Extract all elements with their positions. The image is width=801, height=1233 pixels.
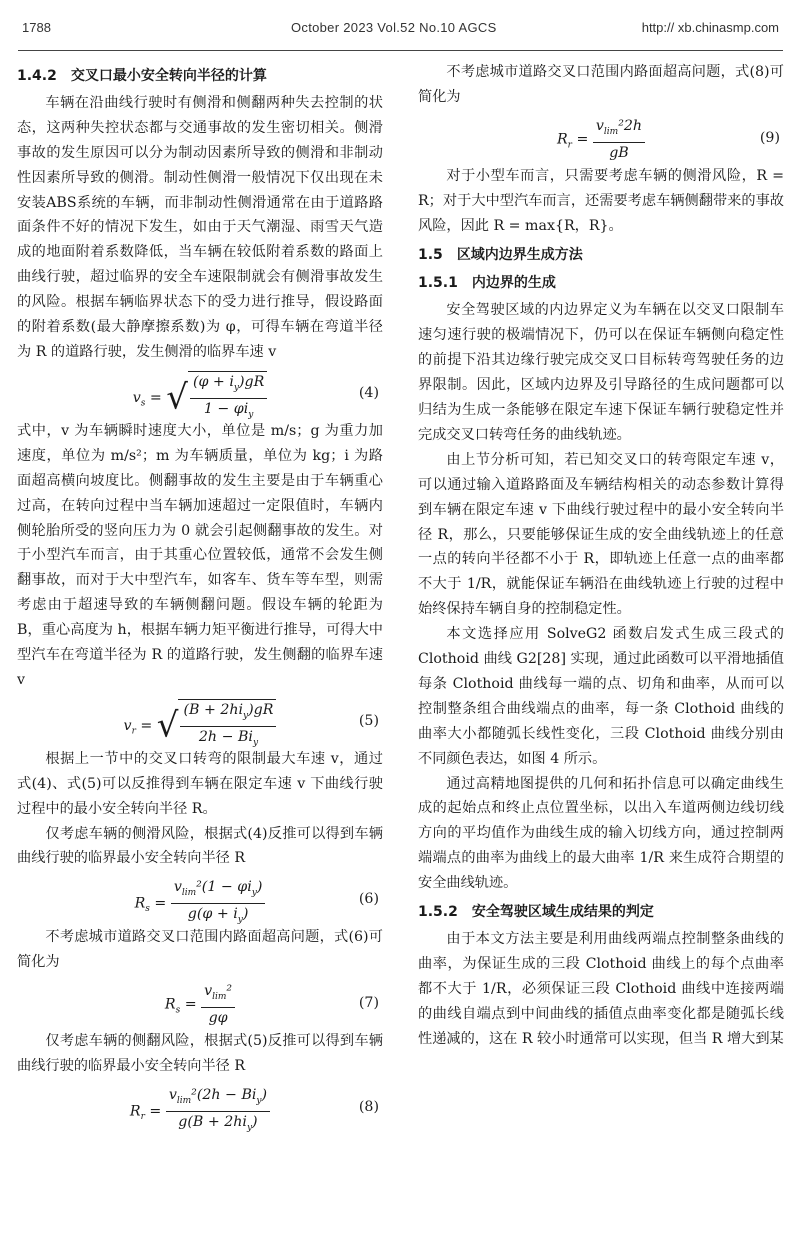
paragraph: 仅考虑车辆的侧翻风险，根据式(5)反推可以得到车辆曲线行驶的临界最小安全转向半径 R <box>17 1033 383 1075</box>
paragraph: 式中，v 为车辆瞬时速度大小，单位是 m/s；g 为重力加速度，单位为 m/s²；m 为车辆质量，单位为 kg；i 为路面超高横向坡度比。侧翻事故的发生主要是由于车辆重心过高，在转向过程中当车辆加速超过一定限值时，车辆内侧轮胎所受的竖向压力为 0 就会引起侧翻事故的发生。对于小型汽车而言，由于其重心位置较低，通常不会发生侧翻事故，而对于大中型汽车，如客车、货车等车型，则需考虑由于超速导致的车辆侧翻问题。假设车辆的轮距为 B，重心高度为 h，根据车辆力矩平衡进行推导，可得大中型汽车在弯道半径为 R 的道路行驶，发生侧翻的临界车速 v <box>17 422 383 688</box>
header-rule <box>18 50 783 51</box>
paragraph: 本文选择应用 SolveG2 函数启发式生成三段式的 Clothoid 曲线 G2[28] 实现，通过此函数可以平滑地插值每条 Clothoid 曲线每一端的点、切角和曲率，从而可以控制整条组合曲线端点的曲率，每一条 Clothoid 曲线的曲率大小都随弧长线性变化，三段 Clothoid 曲线分别由不同颜色表达，如图 4 所示。 <box>418 626 784 767</box>
equation-5: $v_r$ = √ $\frac{(B + 2hi_y)gR}{2h - Bi_y}$ (5) <box>17 695 383 745</box>
paragraph: 由于本文方法主要是利用曲线两端点控制整条曲线的曲率，为保证生成的三段 Clothoid 曲线上的每个点曲率都不大于 1/R，必须保证三段 Clothoid 曲线中连接两端的曲线自端点到中间曲线的插值点曲率变化都是随弧长线性递减的，这在 R 较小时通常可以实现，但当 R 增大到某 <box>418 931 784 1047</box>
equation-8: $R_r$ = $\frac{v_{lim}^2(2h - Bi_y)}{g(B + 2hi_y)}$ (8) <box>129 1087 379 1133</box>
equation-4: $v_s$ = √ $\frac{(\varphi + i_y)gR}{1 - \varphi i_y}$ (4) <box>17 367 383 417</box>
paragraph: 不考虑城市道路交叉口范围内路面超高问题，式(6)可简化为 <box>17 929 383 971</box>
equation-7: $R_s$ = $\frac{v_{lim}^2}{g\varphi}$ (7) <box>164 983 379 1027</box>
paragraph: 安全驾驶区域的内边界定义为车辆在以交叉口限制车速匀速行驶的极端情况下，仍可以在保证车辆侧向稳定性的前提下沿其边缘行驶完成交叉口目标转弯驾驶任务的边界限制。因此，区域内边界及引导路径的生成问题都可以归结为生成一条能够在限定车速下保证车辆行驶稳定性并完成交叉口转弯任务的曲线轨迹。 <box>418 302 784 443</box>
paragraph: 车辆在沿曲线行驶时有侧滑和侧翻两种失去控制的状态，这两种失控状态都与交通事故的发生密切相关。侧滑事故的发生原因可以分为制动因素所导致的侧滑和非制动性因素所导致的侧滑。制动性侧滑一般情况下仅出现在未安装ABS系统的车辆，而非制动性侧滑通常在由于道路路面条件不好的情况下发生，如由于天气潮湿、雨雪天气造成的地面附着系数降低，当车辆在较低附着系数的路面上曲线行驶，超过临界的安全车速限制就会有侧滑事故发生的风险。根据车辆临界状态下的受力进行推导，假设路面的附着系数(最大静摩擦系数)为 φ，可得车辆在弯道半径为 R 的道路行驶，发生侧滑的临界车速 v <box>17 94 383 360</box>
journal-info: October 2023 Vol.52 No.10 AGCS <box>291 20 497 35</box>
page-header <box>0 6 801 34</box>
equation-9: $R_r$ = $\frac{v_{lim}^22h}{gB}$ (9) <box>556 117 780 161</box>
section-heading-1-5-1: 1.5.1 内边界的生成 <box>418 275 556 292</box>
journal-url[interactable]: http:// xb.chinasmp.com <box>641 20 779 35</box>
paragraph: 根据上一节中的交叉口转弯的限制最大车速 v，通过式(4)、式(5)可以反推得到车辆在限定车速 v 下曲线行驶过程中的最小安全转向半径 R。 <box>17 750 383 817</box>
left-column <box>17 60 383 1133</box>
paragraph: 对于小型车而言，只需要考虑车辆的侧滑风险，R = R；对于大中型汽车而言，还需要考虑车辆侧翻带来的事故风险，因此 R = max{R，R}。 <box>418 167 784 234</box>
equation-6: $R_s$ = $\frac{v_{lim}^2(1 - \varphi i_y)}{g(\varphi + i_y)}$ (6) <box>134 879 379 926</box>
section-heading-1-5-2: 1.5.2 安全驾驶区域生成结果的判定 <box>418 904 654 921</box>
right-column <box>418 60 784 1052</box>
section-heading-1-5: 1.5 区域内边界生成方法 <box>418 246 583 263</box>
paragraph: 仅考虑车辆的侧滑风险，根据式(4)反推可以得到车辆曲线行驶的临界最小安全转向半径 R <box>17 825 383 867</box>
section-heading-1-4-2: 1.4.2 交叉口最小安全转向半径的计算 <box>17 68 267 84</box>
paragraph: 由上节分析可知，若已知交叉口的转弯限定车速 v，可以通过输入道路路面及车辆结构相关的动态参数计算得到车辆在限定车速 v 下曲线行驶过程中的最小安全转向半径 R，那么，只要能够保证生成的安全曲线轨迹上的任意一点的转向半径都不小于 R，即轨迹上任意一点的曲率都不大于 1/R，就能保证车辆沿在曲线轨迹上行驶的过程中始终保持车辆自身的控制稳定性。 <box>418 451 784 618</box>
paragraph: 通过高精地图提供的几何和拓扑信息可以确定曲线生成的起始点和终止点位置坐标，以出入车道两侧边线切线方向的平均值作为曲线生成的输入切线方向，通过控制两端端点的曲率为曲线上的最大曲率 1/R 来生成符合期望的安全曲线轨迹。 <box>418 775 784 892</box>
paragraph: 不考虑城市道路交叉口范围内路面超高问题，式(8)可简化为 <box>418 64 784 105</box>
page-number: 1788 <box>22 20 51 35</box>
